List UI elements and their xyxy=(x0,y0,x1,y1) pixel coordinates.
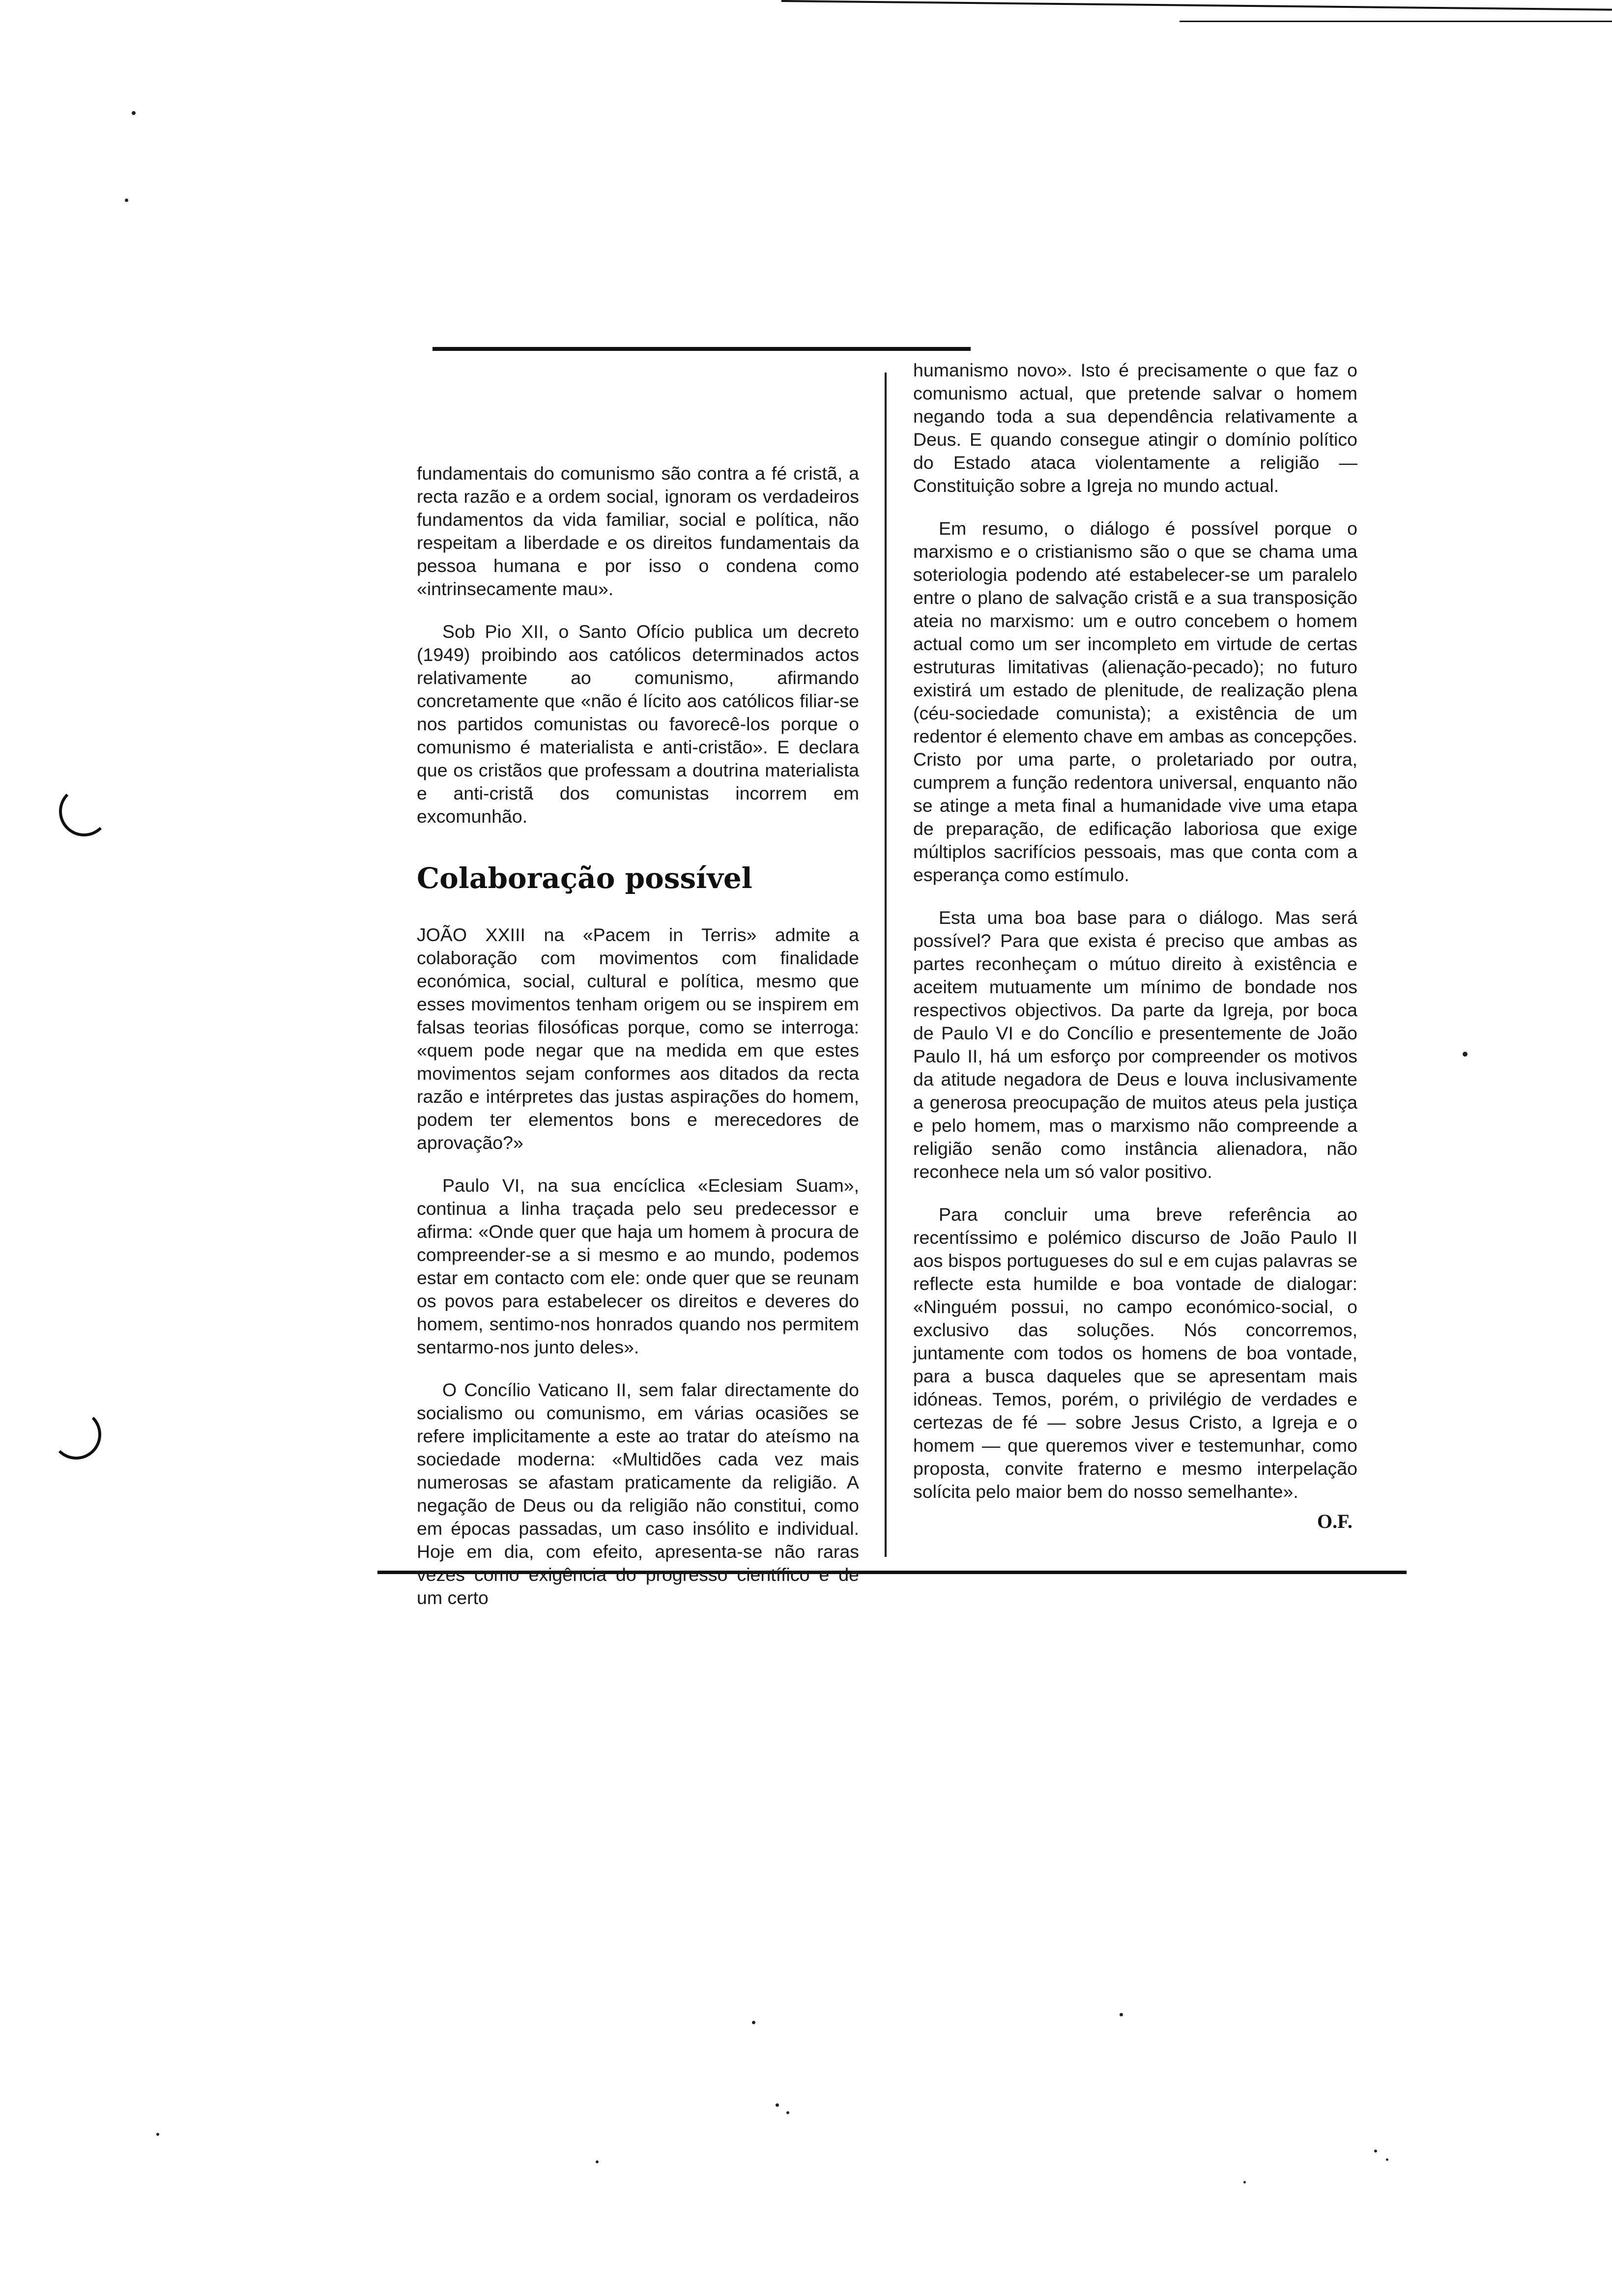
article-left-column xyxy=(417,462,859,1629)
dust-speck xyxy=(1120,2013,1123,2016)
top-rule xyxy=(432,347,971,351)
dust-speck xyxy=(1463,1052,1468,1057)
dust-speck xyxy=(786,2111,789,2114)
punch-hole-bottom xyxy=(51,1409,101,1460)
article-right-column xyxy=(913,359,1357,1523)
top-right-scan-line xyxy=(781,0,1612,11)
top-right-scan-line-2 xyxy=(1180,21,1612,22)
paragraph: Paulo VI, na sua encíclica «Eclesiam Suam», continua a linha traçada pelo seu predecessor e afirma: «Onde quer que haja um homem à procura de compreender-se a si mesmo e ao mundo, podemos estar em contacto com ele: onde quer que se reunam os povos para estabelecer os direitos e deveres do homem, sentimo-nos honrados quando nos permitem sentarmo-nos junto deles». xyxy=(417,1175,859,1357)
dust-speck xyxy=(776,2103,779,2107)
paragraph: Esta uma boa base para o diálogo. Mas será possível? Para que exista é preciso que ambas as partes reconheçam o mútuo direito à existência e aceitem mutuamente um mínimo de bondade nos respectivos objectivos. Da parte da Igreja, por boca de Paulo VI e do Concílio e presentemente de João Paulo II, há um esforço por compreender os motivos da atitude negadora de Deus e louva inclusivamente a generosa preocupação de muitos ateus pela justiça e pelo homem, mas o marxismo não compreende a religião senão como instância alienadora, não reconhece nela um só valor positivo. xyxy=(913,907,1357,1182)
dust-speck xyxy=(1386,2158,1388,2161)
paragraph: Para concluir uma breve referência ao recentíssimo e polémico discurso de João Paulo II aos bispos portugueses do sul e em cujas palavras se reflecte esta humilde e boa vontade de dialogar: «Ninguém possui, no campo económico-social, o exclusivo das soluções. Nós concorremos, juntamente com todos os homens de boa vontade, para a busca daqueles que se apresentam mais idóneas. Temos, porém, o privilégio de verdades e certezas de fé — sobre Jesus Cristo, a Igreja e o homem — que queremos viver e testemunhar, como proposta, convite fraterno e mesmo interpelação solícita pelo maior bem do nosso semelhante». xyxy=(913,1204,1357,1502)
paragraph: Em resumo, o diálogo é possível porque o marxismo e o cristianismo são o que se chama uma soteriologia podendo até estabelecer-se um paralelo entre o plano de salvação cristã e a sua transposição ateia no marxismo: um e outro concebem o homem actual como um ser incompleto em virtude de certas estruturas limitativas (alienação-pecado); no futuro existirá um estado de plenitude, de realização plena (céu-sociedade comunista); a existência de um redentor é elemento chave em ambas as concepções. Cristo por uma parte, o proletariado por outra, cumprem a função redentora universal, enquanto não se atinge a meta final a humanidade vive uma etapa de preparação, de edificação laboriosa que exige múltiplos sacrifícios pessoais, mas que conta com a esperança como estímulo. xyxy=(913,518,1357,885)
dust-speck xyxy=(1374,2150,1377,2152)
paragraph: humanismo novo». Isto é precisamente o que faz o comunismo actual, que pretende salvar o homem negando toda a sua dependência relativamente a Deus. E quando consegue atingir o domínio político do Estado ataca violentamente a religião — Constituição sobre a Igreja no mundo actual. xyxy=(913,360,1357,496)
paragraph: fundamentais do comunismo são contra a fé cristã, a recta razão e a ordem social, ignoram os verdadeiros fundamentos da vida familiar, social e política, não respeitam a liberdade e os direitos fundamentais da pessoa humana e por isso o condena como «intrinsecamente mau». xyxy=(417,463,859,599)
dust-speck xyxy=(156,2133,159,2136)
dust-speck xyxy=(752,2021,755,2024)
author-signature: O.F. xyxy=(1317,1510,1353,1532)
dust-speck xyxy=(1243,2181,1246,2183)
dust-speck xyxy=(132,111,136,115)
paragraph: O Concílio Vaticano II, sem falar directamente do socialismo ou comunismo, em várias ocasiões se refere implicitamente a este ao tratar do ateísmo na sociedade moderna: «Multidões cada vez mais numerosas se afastam praticamente da religião. A negação de Deus ou da religião não constitui, como em épocas passadas, um caso insólito e individual. Hoje em dia, com efeito, apresenta-se não raras vezes como exigência do progresso científico e de um certo xyxy=(417,1379,859,1608)
dust-speck xyxy=(596,2160,599,2163)
punch-hole-top xyxy=(59,786,109,836)
paragraph: JOÃO XXIII na «Pacem in Terris» admite a colaboração com movimentos com finalidade económica, social, cultural e política, mesmo que esses movimentos tenham origem ou se inspirem em falsas teorias filosóficas porque, como se interroga: «quem pode negar que na medida em que estes movimentos sejam conformes aos ditados da recta razão e intérpretes das justas aspirações do homem, podem ter elementos bons e merecedores de aprovação?» xyxy=(417,924,859,1153)
paragraph: Sob Pio XII, o Santo Ofício publica um decreto (1949) proibindo aos católicos determinados actos relativamente ao comunismo, afirmando concretamente que «não é lícito aos católicos filiar-se nos partidos comunistas ou favorecê-los porque o comunismo é materialista e anti-cristão». E declara que os cristãos que professam a doutrina materialista e anti-cristã dos comunistas incorrem em excomunhão. xyxy=(417,621,859,827)
dust-speck xyxy=(125,199,128,202)
section-heading: Colaboração possível xyxy=(417,861,752,895)
column-divider xyxy=(885,373,887,1557)
